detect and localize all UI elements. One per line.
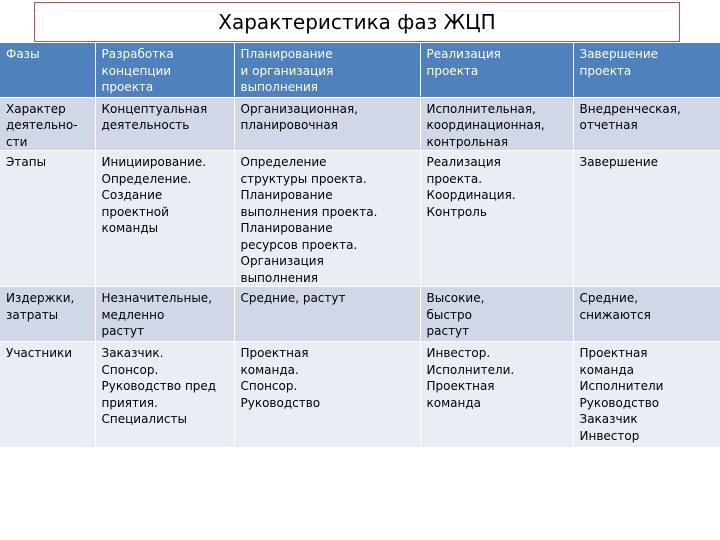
- slide-title: Характеристика фаз ЖЦП: [218, 10, 496, 34]
- table-cell: Инвестор. Исполнители. Проектная команда: [420, 342, 573, 448]
- row-label-cell: Участники: [0, 342, 95, 448]
- header-cell-planning: Планирование и организация выполнения: [234, 43, 420, 97]
- table-cell: Концептуальная деятельность: [95, 97, 234, 151]
- table-cell: Внедренческая, отчетная: [573, 97, 720, 151]
- table-cell: Средние, растут: [234, 287, 420, 342]
- header-cell-implementation: Реализация проекта: [420, 43, 573, 97]
- header-row: [0, 43, 720, 97]
- table-row: [0, 151, 720, 287]
- table-cell: Завершение: [573, 151, 720, 287]
- header-cell-completion: Завершение проекта: [573, 43, 720, 97]
- table-cell: Реализация проекта. Координация. Контроль: [420, 151, 573, 287]
- table-cell: Средние, снижаются: [573, 287, 720, 342]
- row-label-cell: Характер деятельно- сти: [0, 97, 95, 151]
- table-cell: Проектная команда. Спонсор. Руководство: [234, 342, 420, 448]
- title-box: [34, 2, 680, 42]
- header-cell-phases: Фазы: [0, 43, 95, 97]
- row-label-cell: Издержки, затраты: [0, 287, 95, 342]
- table-row: [0, 97, 720, 151]
- table-row: [0, 287, 720, 342]
- table-cell: Высокие, быстро растут: [420, 287, 573, 342]
- header-cell-concept: Разработка концепции проекта: [95, 43, 234, 97]
- table-cell: Исполнительная, координационная, контрольная: [420, 97, 573, 151]
- table-cell: Заказчик. Спонсор. Руководство пред приятия. Специалисты: [95, 342, 234, 448]
- table-cell: Проектная команда Исполнители Руководство Заказчик Инвестор: [573, 342, 720, 448]
- row-label-cell: Этапы: [0, 151, 95, 287]
- table-cell: Инициирование. Определение. Создание проектной команды: [95, 151, 234, 287]
- table-row: [0, 342, 720, 448]
- table-cell: Организационная, планировочная: [234, 97, 420, 151]
- phases-table: [0, 43, 720, 448]
- table-cell: Незначительные, медленно растут: [95, 287, 234, 342]
- table-cell: Определение структуры проекта. Планирование выполнения проекта. Планирование ресурсов проекта. Организация выполнения: [234, 151, 420, 287]
